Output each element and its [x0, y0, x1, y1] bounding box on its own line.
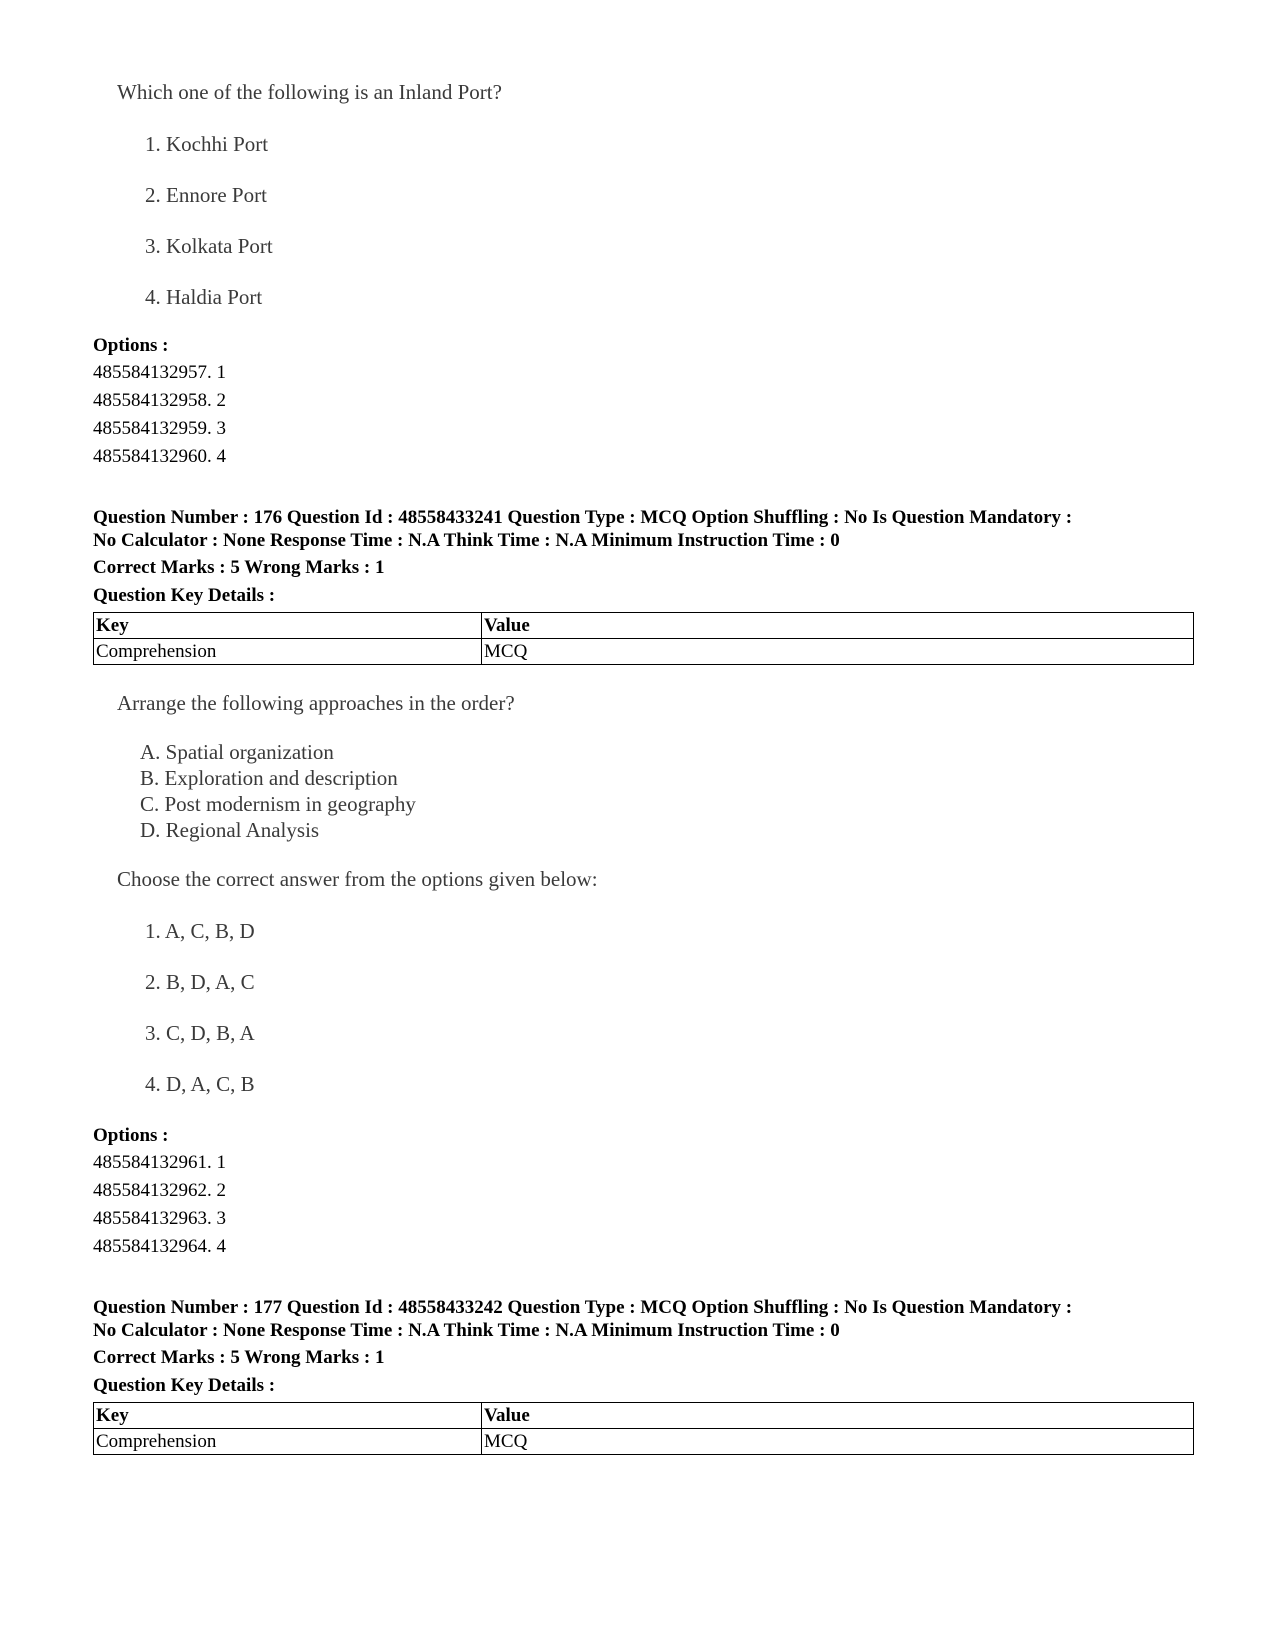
marks: Correct Marks : 5 Wrong Marks : 1 — [93, 1347, 385, 1368]
options-label: Options : — [93, 335, 169, 356]
table-header-value: Value — [482, 1403, 1194, 1429]
table-header-row — [94, 1403, 1194, 1429]
option-id: 485584132964. 4 — [93, 1236, 226, 1257]
list-item: C. Post modernism in geography — [140, 792, 416, 816]
option-id: 485584132962. 2 — [93, 1180, 226, 1201]
question-meta — [93, 1296, 1203, 1342]
table-header-key: Key — [94, 613, 482, 639]
options-label: Options : — [93, 1125, 169, 1146]
list-item: D. Regional Analysis — [140, 818, 320, 842]
table-header-row — [94, 613, 1194, 639]
option-id: 485584132961. 1 — [93, 1152, 226, 1173]
table-header-key: Key — [94, 1403, 482, 1429]
table-cell-key: Comprehension — [94, 1429, 482, 1455]
question-meta-line1: Question Number : 177 Question Id : 48558433242 Question Type : MCQ Option Shuffling : No Is Question Mandatory : — [93, 1297, 1073, 1318]
list-item: B. Exploration and description — [140, 766, 398, 790]
key-details-label: Question Key Details : — [93, 585, 276, 606]
marks: Correct Marks : 5 Wrong Marks : 1 — [93, 557, 385, 578]
table-row — [94, 1429, 1194, 1455]
key-details-table — [93, 612, 1194, 665]
choice: 3. Kolkata Port — [145, 234, 273, 258]
table-cell-key: Comprehension — [94, 639, 482, 665]
question-text: Which one of the following is an Inland Port? — [117, 80, 502, 104]
choice: 4. D, A, C, B — [145, 1072, 255, 1096]
table-header-value: Value — [482, 613, 1194, 639]
choice: 1. A, C, B, D — [145, 919, 255, 943]
choice: 4. Haldia Port — [145, 285, 263, 309]
key-details-table — [93, 1402, 1194, 1455]
question-meta — [93, 506, 1203, 552]
question-meta-line1: Question Number : 176 Question Id : 48558433241 Question Type : MCQ Option Shuffling : No Is Question Mandatory : — [93, 507, 1073, 528]
instruction-text: Choose the correct answer from the options given below: — [117, 867, 598, 891]
table-row — [94, 639, 1194, 665]
option-id: 485584132957. 1 — [93, 362, 226, 383]
option-id: 485584132959. 3 — [93, 418, 226, 439]
choice: 1. Kochhi Port — [145, 132, 269, 156]
option-id: 485584132960. 4 — [93, 446, 226, 467]
choice: 3. C, D, B, A — [145, 1021, 255, 1045]
question-meta-line2: No Calculator : None Response Time : N.A Think Time : N.A Minimum Instruction Time : 0 — [93, 1320, 840, 1341]
key-details-label: Question Key Details : — [93, 1375, 276, 1396]
table-cell-value: MCQ — [482, 639, 1194, 665]
question-text: Arrange the following approaches in the order? — [117, 691, 515, 715]
option-id: 485584132958. 2 — [93, 390, 226, 411]
option-id: 485584132963. 3 — [93, 1208, 226, 1229]
question-meta-line2: No Calculator : None Response Time : N.A Think Time : N.A Minimum Instruction Time : 0 — [93, 530, 840, 551]
list-item: A. Spatial organization — [140, 740, 334, 764]
table-cell-value: MCQ — [482, 1429, 1194, 1455]
choice: 2. B, D, A, C — [145, 970, 255, 994]
choice: 2. Ennore Port — [145, 183, 267, 207]
